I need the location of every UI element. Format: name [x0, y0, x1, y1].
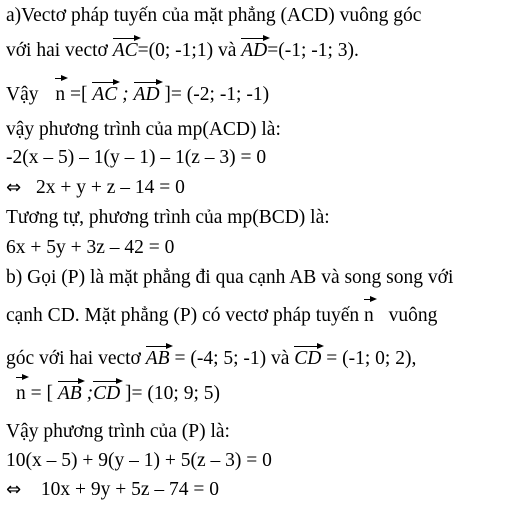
vector-cd: CD	[294, 348, 322, 369]
line-text: vuông	[383, 305, 438, 326]
text-line-13	[6, 421, 230, 443]
vector-ab-value: = (-4; 5; -1) và	[169, 348, 295, 369]
text-line-7	[6, 207, 330, 229]
cross-product-result: ]= (-2; -1; -1)	[159, 84, 270, 105]
vector-cd: CD	[93, 383, 121, 404]
equation: 6x + 5y + 3z – 42 = 0	[6, 237, 175, 258]
line-text: a)Vectơ pháp tuyến của mặt phẳng (ACD) vuông góc	[6, 5, 422, 26]
text-line-15	[6, 479, 219, 501]
iff-symbol: ⇔	[6, 177, 22, 198]
line-text: b) Gọi (P) là mặt phẳng đi qua cạnh AB và song song với	[6, 267, 454, 288]
line-text: Vậy	[6, 84, 44, 105]
text-line-5	[6, 147, 266, 169]
text-line-11	[6, 348, 416, 370]
text-line-1	[6, 5, 421, 27]
text-line-3	[6, 84, 269, 106]
vector-cd-value: = (-1; 0; 2),	[321, 348, 417, 369]
equation: -2(x – 5) – 1(y – 1) – 1(z – 3) = 0	[6, 147, 267, 168]
vector-ab: AB	[145, 348, 170, 369]
text-line-10	[6, 305, 437, 327]
vector-ac: AC	[92, 84, 118, 105]
vector-ac: AC	[112, 40, 138, 61]
line-text: Vậy phương trình của (P) là:	[6, 421, 230, 442]
text-line-9	[6, 267, 453, 289]
vector-ab: AB	[57, 383, 82, 404]
vector-n: n	[55, 84, 66, 105]
equals-bracket: =[	[65, 84, 93, 105]
vector-ad: AD	[241, 40, 268, 61]
text-line-14	[6, 450, 272, 472]
separator: ;	[117, 84, 134, 105]
text-line-6	[6, 177, 185, 199]
vector-ad-value: =(-1; -1; 3).	[267, 40, 359, 61]
line-text: với hai vectơ	[6, 40, 113, 61]
vector-ac-value: =(0; -1;1) và	[137, 40, 242, 61]
vector-ad: AD	[133, 84, 160, 105]
line-text: cạnh CD. Mặt phẳng (P) có vectơ pháp tuyến	[6, 305, 364, 326]
cross-product-result: ]= (10; 9; 5)	[120, 383, 220, 404]
text-line-4	[6, 119, 281, 141]
equals-bracket: = [	[25, 383, 58, 404]
line-text: góc với hai vectơ	[6, 348, 146, 369]
iff-symbol: ⇔	[6, 479, 22, 500]
equation: 10x + 9y + 5z – 74 = 0	[36, 479, 220, 500]
text-line-8	[6, 237, 174, 259]
text-line-2	[6, 40, 359, 62]
equation: 10(x – 5) + 9(y – 1) + 5(z – 3) = 0	[6, 450, 272, 471]
line-text: vậy phương trình của mp(ACD) là:	[6, 119, 281, 140]
line-text: Tương tự, phương trình của mp(BCD) là:	[6, 207, 330, 228]
equation: 2x + y + z – 14 = 0	[36, 177, 185, 198]
vector-n: n	[16, 383, 26, 404]
separator: ;	[81, 383, 94, 404]
text-line-12	[6, 383, 220, 405]
vector-n: n	[363, 305, 374, 326]
